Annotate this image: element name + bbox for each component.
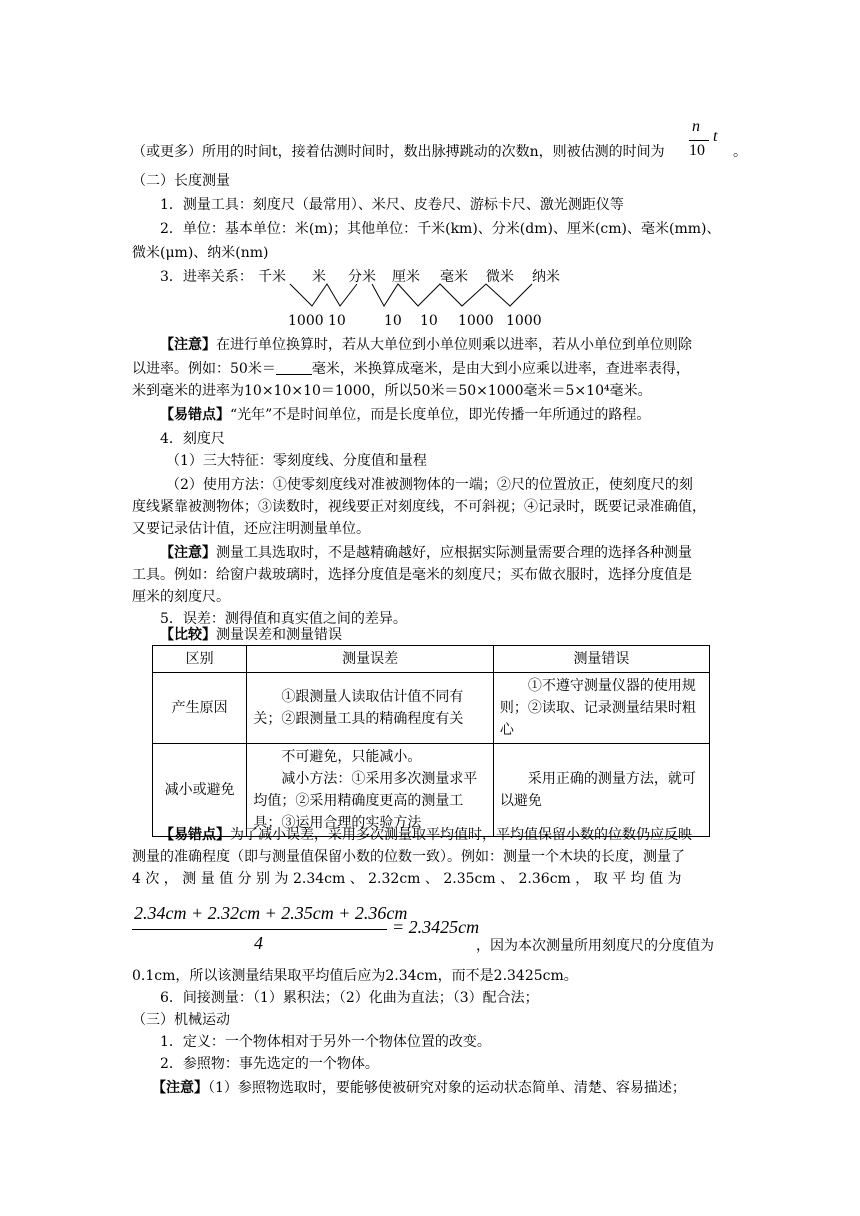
measuring-tools-text: 1．测量工具：刻度尺（最常用）、米尺、皮卷尺、游标卡尺、激光测距仪等 (160, 197, 624, 213)
fill-in-blank (276, 360, 312, 375)
table-header-row (153, 646, 710, 673)
units-text-2: 微米(μm)、纳米(nm) (132, 245, 269, 261)
compare-title: 测量误差和测量错误 (216, 627, 342, 643)
note-text: 以进率。例如：50米＝ (132, 361, 276, 377)
ruler-usage-2: 度线紧靠被测物体；③读数时，视线要正对刻度线，不可斜视；④记录时，既要记录准确值， (132, 499, 706, 515)
ruler-usage-3: 又要记录估计值，还应注明测量单位。 (132, 521, 370, 537)
fraction-denominator: 10 (689, 142, 705, 159)
motion-definition: 1．定义：一个物体相对于另外一个物体位置的改变。 (160, 1034, 491, 1050)
mistake-average-2: 测量的准确程度（即与测量值保留小数的位数一致）。例如：测量一个木块的长度，测量了 (132, 849, 685, 865)
comparison-table (152, 645, 710, 837)
rate-10-c: 10 (420, 313, 438, 329)
note-text: 在进行单位换算时，若从大单位到小单位则乘以进率，若从小单位到单位则除 (216, 337, 692, 353)
note-unit-conversion-1 (160, 335, 760, 355)
table-cell: ①不遵守测量仪器的使用规则；②读取、记录测量结果时粗心 (493, 673, 709, 744)
note-tool-choice-2: 工具。例如：给窗户裁玻璃时，选择分度值是毫米的刻度尺；买布做衣服时，选择分度值是 (132, 567, 692, 583)
comparison-heading (160, 625, 760, 645)
note-unit-conversion-2 (132, 359, 732, 379)
mistake-light-year (160, 405, 760, 425)
note-tag: 【注意】 (152, 1080, 208, 1096)
fraction-numerator: n (692, 118, 700, 135)
table-row (153, 673, 710, 744)
time-estimate-sentence: （或更多）所用的时间t，接着估测时间时，数出脉搏跳动的次数n，则被估测的时间为 (132, 144, 665, 160)
section-heading-length: （二）长度测量 (132, 173, 230, 189)
equation-result: = 2.3425cm (392, 917, 480, 937)
compare-tag: 【比较】 (160, 627, 216, 643)
equation-numerator: 2.34cm + 2.32cm + 2.35cm + 2.36cm (134, 903, 408, 923)
table-cell: 减小或避免 (153, 744, 247, 837)
unit-meter: 米 (312, 269, 326, 285)
rate-1000-b: 1000 (458, 313, 494, 329)
note-tool-choice-3: 厘米的刻度尺。 (132, 589, 230, 605)
unit-decimeter: 分米 (348, 269, 376, 285)
rate-10-b: 10 (384, 313, 402, 329)
error-definition: 5．误差：测得值和真实值之间的差异。 (160, 611, 407, 627)
equation-fraction-bar (132, 929, 387, 930)
mistake-average-5: 0.1cm，所以该测量结果取平均值后应为2.34cm，而不是2.3425cm。 (132, 968, 578, 984)
reference-object: 2．参照物：事先选定的一个物体。 (160, 1056, 379, 1072)
table-header-cell: 测量错误 (493, 646, 709, 673)
rate-1000-c: 1000 (506, 313, 542, 329)
unit-nanometer: 纳米 (532, 269, 560, 285)
period-mark: 。 (733, 144, 747, 160)
mistake-average-1 (160, 825, 760, 845)
table-header-cell: 区别 (153, 646, 247, 673)
note-text: 毫米，米换算成毫米，是由大到小应乘以进率，查进率表得， (311, 361, 690, 377)
fraction-t: t (713, 128, 718, 145)
conversion-label: 3．进率关系： (160, 269, 253, 285)
mistake-average-4: ，因为本次测量所用刻度尺的分度值为 (476, 938, 714, 954)
section-heading-motion: （三）机械运动 (132, 1012, 230, 1028)
mistake-average-3: 4 次 ， 测 量 值 分 别 为 2.34cm 、 2.32cm 、 2.35cm 、 2.36cm ， 取 平 均 值 为 (132, 871, 682, 887)
unit-kilometer: 千米 (258, 269, 286, 285)
table-cell: ①跟测量人读取估计值不同有关；②跟测量工具的精确程度有关 (247, 673, 494, 744)
units-text-1: 2．单位：基本单位：米(m)；其他单位：千米(km)、分米(dm)、厘米(cm)、毫米(mm)、 (160, 221, 721, 237)
ruler-usage-1: （2）使用方法：①使零刻度线对准被测物体的一端；②尺的位置放正，使刻度尺的刻 (166, 477, 693, 493)
table-cell-line: 不可避免，只能减小。 (253, 749, 422, 765)
mistake-tag: 【易错点】 (160, 827, 230, 843)
ruler-features: （1）三大特征：零刻度线、分度值和量程 (166, 453, 427, 469)
conversion-zigzag (0, 0, 860, 330)
table-cell: 采用正确的测量方法，就可以避免 (493, 744, 709, 837)
table-cell-line: 减小方法：①采用多次测量求平均值；②采用精确度更高的测量工具；③运用合理的实验方法 (253, 771, 478, 831)
table-row (153, 744, 710, 837)
unit-micrometer: 微米 (486, 269, 514, 285)
note-unit-conversion-3: 米到毫米的进率为10×10×10＝1000，所以50米＝50×1000毫米＝5×10⁴毫米。 (132, 383, 652, 399)
unit-centimeter: 厘米 (392, 269, 420, 285)
rate-1000-a: 1000 (288, 313, 324, 329)
ruler-heading: 4．刻度尺 (160, 431, 225, 447)
indirect-measurement: 6．间接测量：（1）累积法；（2）化曲为直法；（3）配合法； (160, 990, 539, 1006)
table-header-cell: 测量误差 (247, 646, 494, 673)
rate-10-a: 10 (328, 313, 346, 329)
mistake-tag: 【易错点】 (160, 407, 230, 423)
note-text: （1）参照物选取时，要能够使被研究对象的运动状态简单、清楚、容易描述； (208, 1080, 686, 1096)
table-cell: 产生原因 (153, 673, 247, 744)
mistake-text: 为了减小误差，采用多次测量取平均值时，平均值保留小数的位数仍应反映 (230, 827, 692, 843)
table-cell (247, 744, 494, 837)
mistake-text: “光年”不是时间单位，而是长度单位，即光传播一年所通过的路程。 (230, 407, 651, 423)
unit-millimeter: 毫米 (440, 269, 468, 285)
note-tag: 【注意】 (160, 337, 216, 353)
note-tag: 【注意】 (160, 545, 216, 561)
equation-denominator: 4 (254, 933, 263, 953)
note-text: 测量工具选取时，不是越精确越好，应根据实际测量需要合理的选择各种测量 (216, 545, 692, 561)
note-tool-choice-1 (160, 543, 760, 563)
note-reference-choice (152, 1078, 752, 1098)
